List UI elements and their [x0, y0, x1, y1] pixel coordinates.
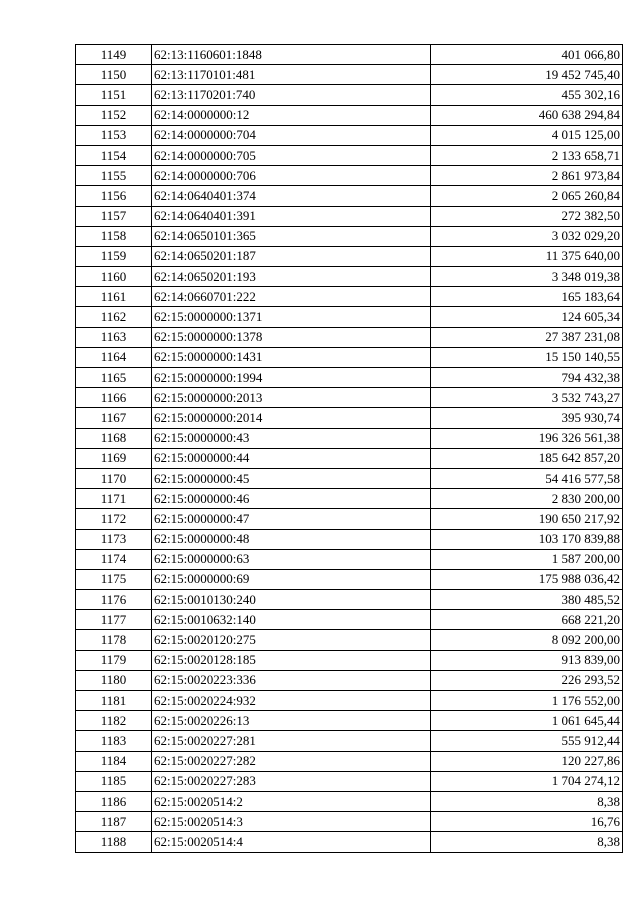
cadastral-number-cell: 62:14:0650201:193 — [152, 267, 431, 287]
table-row — [76, 832, 623, 852]
table-row — [76, 45, 623, 65]
row-number-cell: 1180 — [76, 670, 152, 690]
row-number-cell: 1169 — [76, 448, 152, 468]
row-number-cell: 1186 — [76, 791, 152, 811]
cadastral-value-table — [75, 44, 623, 853]
cadastral-number-cell: 62:13:1160601:1848 — [152, 45, 431, 65]
cadastral-value-cell: 175 988 036,42 — [431, 569, 623, 589]
table-row — [76, 327, 623, 347]
row-number-cell: 1149 — [76, 45, 152, 65]
cadastral-value-cell: 124 605,34 — [431, 307, 623, 327]
row-number-cell: 1161 — [76, 287, 152, 307]
cadastral-number-cell: 62:15:0020226:13 — [152, 711, 431, 731]
table-row — [76, 468, 623, 488]
table-row — [76, 630, 623, 650]
row-number-cell: 1159 — [76, 246, 152, 266]
row-number-cell: 1164 — [76, 347, 152, 367]
table-row — [76, 65, 623, 85]
cadastral-value-cell: 401 066,80 — [431, 45, 623, 65]
row-number-cell: 1184 — [76, 751, 152, 771]
table-row — [76, 670, 623, 690]
cadastral-number-cell: 62:15:0020514:4 — [152, 832, 431, 852]
cadastral-number-cell: 62:15:0020227:283 — [152, 771, 431, 791]
cadastral-value-cell: 11 375 640,00 — [431, 246, 623, 266]
cadastral-value-cell: 103 170 839,88 — [431, 529, 623, 549]
table-row — [76, 549, 623, 569]
cadastral-number-cell: 62:15:0010130:240 — [152, 590, 431, 610]
table-row — [76, 145, 623, 165]
cadastral-number-cell: 62:15:0020227:282 — [152, 751, 431, 771]
table-row — [76, 691, 623, 711]
row-number-cell: 1150 — [76, 65, 152, 85]
cadastral-number-cell: 62:15:0020128:185 — [152, 650, 431, 670]
cadastral-number-cell: 62:13:1170101:481 — [152, 65, 431, 85]
cadastral-number-cell: 62:14:0650101:365 — [152, 226, 431, 246]
cadastral-number-cell: 62:14:0000000:12 — [152, 105, 431, 125]
table-row — [76, 347, 623, 367]
table-row — [76, 771, 623, 791]
row-number-cell: 1187 — [76, 812, 152, 832]
table-row — [76, 125, 623, 145]
row-number-cell: 1151 — [76, 85, 152, 105]
row-number-cell: 1170 — [76, 468, 152, 488]
table-row — [76, 590, 623, 610]
cadastral-number-cell: 62:15:0000000:1994 — [152, 368, 431, 388]
cadastral-value-cell: 1 704 274,12 — [431, 771, 623, 791]
row-number-cell: 1160 — [76, 267, 152, 287]
cadastral-value-cell: 16,76 — [431, 812, 623, 832]
cadastral-value-cell: 913 839,00 — [431, 650, 623, 670]
cadastral-value-cell: 1 587 200,00 — [431, 549, 623, 569]
table-row — [76, 85, 623, 105]
cadastral-value-cell: 794 432,38 — [431, 368, 623, 388]
cadastral-number-cell: 62:15:0000000:44 — [152, 448, 431, 468]
cadastral-value-cell: 120 227,86 — [431, 751, 623, 771]
row-number-cell: 1155 — [76, 166, 152, 186]
cadastral-value-cell: 1 176 552,00 — [431, 691, 623, 711]
cadastral-number-cell: 62:14:0660701:222 — [152, 287, 431, 307]
cadastral-number-cell: 62:15:0020514:2 — [152, 791, 431, 811]
cadastral-number-cell: 62:15:0020227:281 — [152, 731, 431, 751]
row-number-cell: 1172 — [76, 509, 152, 529]
row-number-cell: 1167 — [76, 408, 152, 428]
row-number-cell: 1153 — [76, 125, 152, 145]
cadastral-number-cell: 62:15:0020224:932 — [152, 691, 431, 711]
cadastral-value-cell: 226 293,52 — [431, 670, 623, 690]
cadastral-value-cell: 1 061 645,44 — [431, 711, 623, 731]
row-number-cell: 1176 — [76, 590, 152, 610]
cadastral-number-cell: 62:15:0000000:1371 — [152, 307, 431, 327]
table-row — [76, 529, 623, 549]
cadastral-value-cell: 196 326 561,38 — [431, 428, 623, 448]
cadastral-value-cell: 8 092 200,00 — [431, 630, 623, 650]
cadastral-value-cell: 395 930,74 — [431, 408, 623, 428]
cadastral-number-cell: 62:15:0000000:63 — [152, 549, 431, 569]
table-row — [76, 650, 623, 670]
cadastral-value-cell: 54 416 577,58 — [431, 468, 623, 488]
cadastral-value-cell: 3 032 029,20 — [431, 226, 623, 246]
cadastral-value-cell: 2 830 200,00 — [431, 489, 623, 509]
cadastral-value-cell: 4 015 125,00 — [431, 125, 623, 145]
cadastral-number-cell: 62:14:0000000:706 — [152, 166, 431, 186]
row-number-cell: 1173 — [76, 529, 152, 549]
row-number-cell: 1162 — [76, 307, 152, 327]
cadastral-value-cell: 165 183,64 — [431, 287, 623, 307]
cadastral-value-cell: 8,38 — [431, 832, 623, 852]
row-number-cell: 1156 — [76, 186, 152, 206]
row-number-cell: 1182 — [76, 711, 152, 731]
table-row — [76, 569, 623, 589]
cadastral-number-cell: 62:15:0010632:140 — [152, 610, 431, 630]
table-row — [76, 448, 623, 468]
table-row — [76, 166, 623, 186]
cadastral-value-cell: 455 302,16 — [431, 85, 623, 105]
cadastral-number-cell: 62:14:0640401:391 — [152, 206, 431, 226]
row-number-cell: 1165 — [76, 368, 152, 388]
cadastral-value-cell: 380 485,52 — [431, 590, 623, 610]
table-row — [76, 307, 623, 327]
table-row — [76, 368, 623, 388]
cadastral-value-cell: 2 065 260,84 — [431, 186, 623, 206]
row-number-cell: 1174 — [76, 549, 152, 569]
table-row — [76, 509, 623, 529]
cadastral-value-cell: 190 650 217,92 — [431, 509, 623, 529]
table-row — [76, 731, 623, 751]
table-row — [76, 428, 623, 448]
cadastral-value-cell: 3 532 743,27 — [431, 388, 623, 408]
table-row — [76, 246, 623, 266]
cadastral-value-cell: 2 133 658,71 — [431, 145, 623, 165]
table-row — [76, 388, 623, 408]
row-number-cell: 1158 — [76, 226, 152, 246]
cadastral-number-cell: 62:14:0000000:704 — [152, 125, 431, 145]
table-row — [76, 105, 623, 125]
row-number-cell: 1183 — [76, 731, 152, 751]
row-number-cell: 1166 — [76, 388, 152, 408]
cadastral-value-cell: 27 387 231,08 — [431, 327, 623, 347]
cadastral-number-cell: 62:15:0000000:47 — [152, 509, 431, 529]
cadastral-number-cell: 62:15:0000000:2013 — [152, 388, 431, 408]
table-row — [76, 408, 623, 428]
row-number-cell: 1177 — [76, 610, 152, 630]
cadastral-number-cell: 62:15:0000000:1378 — [152, 327, 431, 347]
table-row — [76, 287, 623, 307]
table-row — [76, 186, 623, 206]
row-number-cell: 1188 — [76, 832, 152, 852]
table-row — [76, 812, 623, 832]
row-number-cell: 1185 — [76, 771, 152, 791]
cadastral-value-cell: 19 452 745,40 — [431, 65, 623, 85]
row-number-cell: 1152 — [76, 105, 152, 125]
row-number-cell: 1163 — [76, 327, 152, 347]
row-number-cell: 1154 — [76, 145, 152, 165]
row-number-cell: 1175 — [76, 569, 152, 589]
table-row — [76, 206, 623, 226]
row-number-cell: 1157 — [76, 206, 152, 226]
row-number-cell: 1168 — [76, 428, 152, 448]
cadastral-value-cell: 272 382,50 — [431, 206, 623, 226]
cadastral-value-cell: 15 150 140,55 — [431, 347, 623, 367]
cadastral-number-cell: 62:14:0650201:187 — [152, 246, 431, 266]
cadastral-number-cell: 62:15:0020120:275 — [152, 630, 431, 650]
cadastral-number-cell: 62:13:1170201:740 — [152, 85, 431, 105]
row-number-cell: 1171 — [76, 489, 152, 509]
table-row — [76, 751, 623, 771]
table-row — [76, 226, 623, 246]
cadastral-number-cell: 62:15:0000000:46 — [152, 489, 431, 509]
cadastral-number-cell: 62:15:0000000:43 — [152, 428, 431, 448]
row-number-cell: 1178 — [76, 630, 152, 650]
cadastral-value-cell: 185 642 857,20 — [431, 448, 623, 468]
cadastral-value-cell: 668 221,20 — [431, 610, 623, 630]
table-body — [76, 45, 623, 853]
cadastral-number-cell: 62:15:0020223:336 — [152, 670, 431, 690]
cadastral-number-cell: 62:15:0000000:45 — [152, 468, 431, 488]
cadastral-number-cell: 62:14:0000000:705 — [152, 145, 431, 165]
cadastral-value-cell: 460 638 294,84 — [431, 105, 623, 125]
table-row — [76, 711, 623, 731]
row-number-cell: 1181 — [76, 691, 152, 711]
cadastral-value-cell: 3 348 019,38 — [431, 267, 623, 287]
cadastral-number-cell: 62:15:0000000:1431 — [152, 347, 431, 367]
cadastral-number-cell: 62:15:0000000:69 — [152, 569, 431, 589]
cadastral-value-cell: 2 861 973,84 — [431, 166, 623, 186]
row-number-cell: 1179 — [76, 650, 152, 670]
table-row — [76, 610, 623, 630]
cadastral-value-cell: 555 912,44 — [431, 731, 623, 751]
cadastral-number-cell: 62:14:0640401:374 — [152, 186, 431, 206]
table-row — [76, 267, 623, 287]
table-row — [76, 791, 623, 811]
cadastral-value-cell: 8,38 — [431, 791, 623, 811]
cadastral-number-cell: 62:15:0000000:2014 — [152, 408, 431, 428]
cadastral-number-cell: 62:15:0020514:3 — [152, 812, 431, 832]
cadastral-number-cell: 62:15:0000000:48 — [152, 529, 431, 549]
table-row — [76, 489, 623, 509]
